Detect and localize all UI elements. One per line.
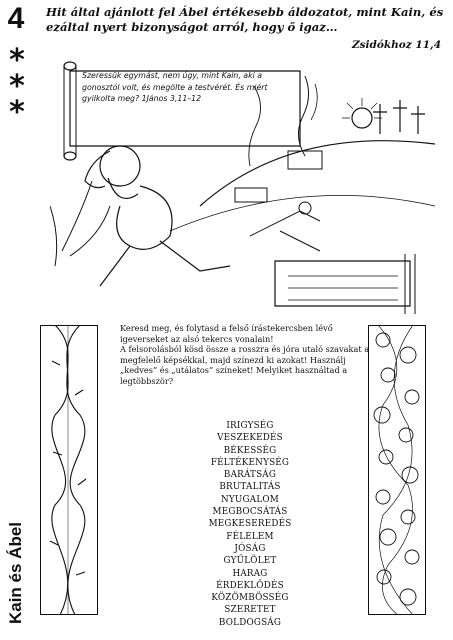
flower-band-decoration <box>368 325 426 615</box>
instructions <box>120 323 380 387</box>
word-item: IRIGYSÉG <box>226 421 274 431</box>
star-icon: * <box>9 95 25 130</box>
word-item: FÉLELEM <box>226 531 274 542</box>
word-item: ÉRDEKLŐDÉS <box>216 580 284 591</box>
side-title: Kain és Ábel <box>6 521 25 625</box>
word-item: GYŰLÖLET <box>223 556 277 567</box>
word-item: BARÁTSÁG <box>223 470 277 481</box>
word-list <box>160 420 340 629</box>
word-item: MEGKESEREDÉS <box>208 519 292 530</box>
scroll-reference: 1János 3,11–12 <box>141 94 202 103</box>
word-item: FÉLTÉKENYSÉG <box>210 457 290 468</box>
instruction-paragraph: Keresd meg, és folytasd a felső írástekercsben lévő igeverseket az alsó tekercs vonalain! <box>120 323 333 344</box>
star-icon: * <box>9 69 25 104</box>
header-quote: Hit által ajánlott fel Ábel értékesebb áldozatot, mint Kain, és ezáltal nyert bizonyságot arról, hogy ő igaz… <box>46 5 444 34</box>
word-item: MEGBOCSÁTÁS <box>212 507 288 518</box>
header-reference: Zsidókhoz 11,4 <box>351 39 441 51</box>
word-item: BRUTALITÁS <box>219 482 281 493</box>
word-item: HARAG <box>232 568 268 579</box>
scroll-verse: Szeressük egymást, nem úgy, mint Kain, aki a gonosztól volt, és megölte a testvérét. És miért gyilkolta meg? <box>82 71 268 103</box>
word-item: BOLDOGSÁG <box>218 617 282 628</box>
word-item: JÓSÁG <box>234 543 266 554</box>
star-decoration <box>2 43 32 130</box>
word-item: SZERETET <box>224 605 276 616</box>
thorn-band-decoration <box>40 325 98 615</box>
word-item: NYUGALOM <box>221 494 279 505</box>
instruction-paragraph: A felsorolásból kösd össze a rosszra és jóra utaló szavakat a megfelelő képsékkal, majd színezd ki azokat! Használj „kedves” és „utálatos” színeket! Melyiket használtad a legtöbbször? <box>120 344 370 386</box>
word-item: VESZEKEDÉS <box>217 433 283 444</box>
scroll-text <box>82 70 292 105</box>
word-item: BÉKESSÉG <box>223 445 277 456</box>
page-number: 4 <box>7 2 25 35</box>
word-item: KÖZÖMBÖSSÉG <box>211 593 289 604</box>
star-icon: * <box>9 43 25 78</box>
